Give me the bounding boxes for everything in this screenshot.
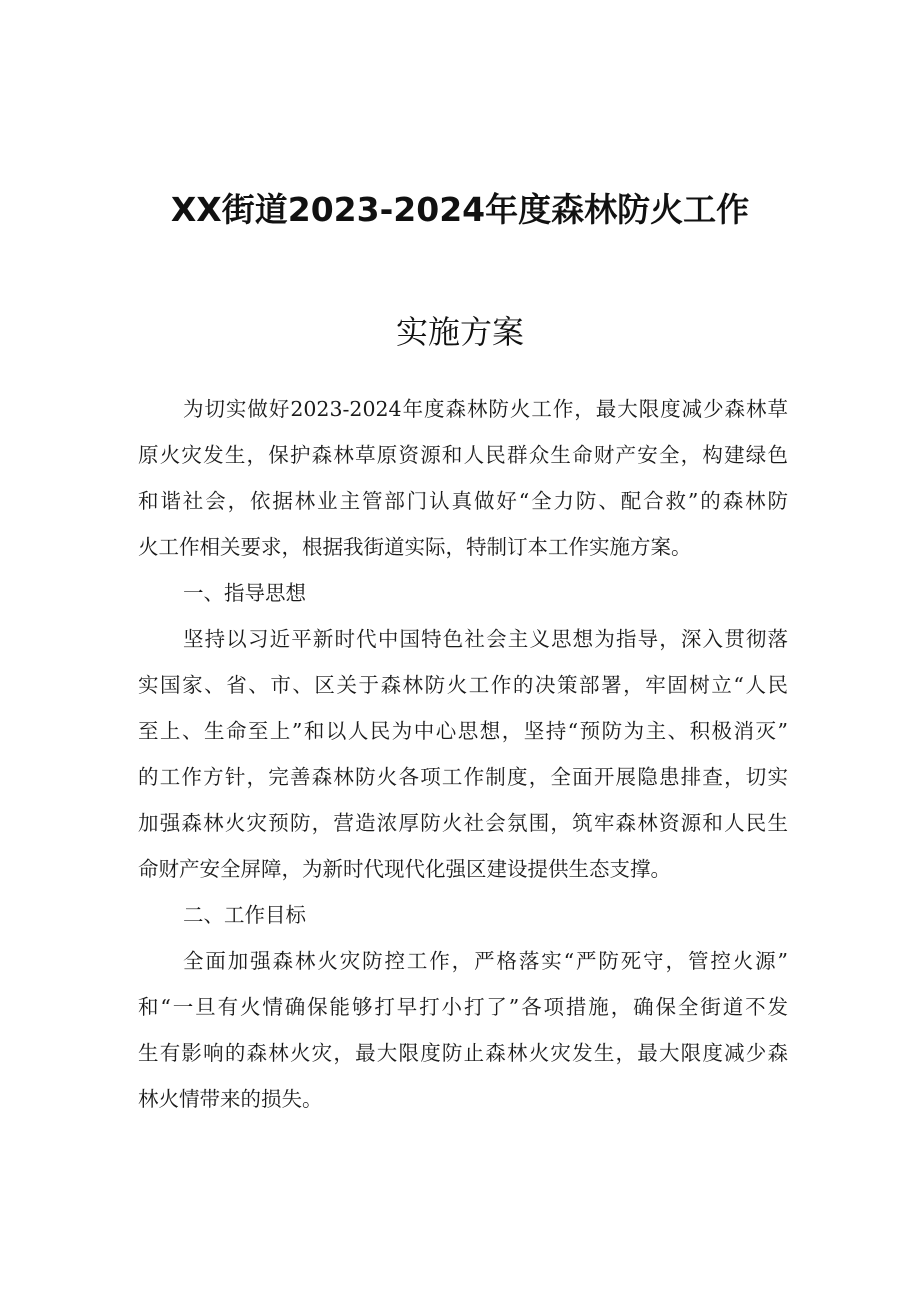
intro-line-4: 火工作相关要求，根据我街道实际，特制订本工作实施方案。 [138,535,692,559]
document-subtitle: 实施方案 [395,313,524,351]
goals-line-3: 生有影响的森林火灾，最大限度防止森林火灾发生，最大限度减少森 [138,1041,788,1065]
goals-line-1: 全面加强森林火灾防控工作，严格落实“严防死守，管控火源” [183,949,788,973]
guiding-line-5: 加强森林火灾预防，营造浓厚防火社会氛围，筑牢森林资源和人民生 [138,811,788,835]
intro-line-1: 为切实做好2023-2024年度森林防火工作，最大限度减少森林草 [183,397,788,421]
section-heading-guiding-thought: 一、指导思想 [183,581,306,605]
guiding-line-1: 坚持以习近平新时代中国特色社会主义思想为指导，深入贯彻落 [183,627,788,651]
guiding-line-3: 至上、生命至上”和以人民为中心思想，坚持“预防为主、积极消灭” [138,719,788,743]
guiding-line-6: 命财产安全屏障，为新时代现代化强区建设提供生态支撑。 [138,857,671,881]
goals-line-4: 林火情带来的损失。 [138,1087,323,1111]
intro-line-2: 原火灾发生，保护森林草原资源和人民群众生命财产安全，构建绿色 [138,443,788,467]
section-heading-work-goals: 二、工作目标 [183,903,306,927]
document-title: XX街道2023-2024年度森林防火工作 [170,190,750,229]
goals-line-2: 和“一旦有火情确保能够打早打小打了”各项措施，确保全街道不发 [138,995,788,1019]
intro-line-3: 和谐社会，依据林业主管部门认真做好“全力防、配合救”的森林防 [138,489,788,513]
guiding-line-4: 的工作方针，完善森林防火各项工作制度，全面开展隐患排查，切实 [138,765,788,789]
guiding-line-2: 实国家、省、市、区关于森林防火工作的决策部署，牢固树立“人民 [138,673,788,697]
